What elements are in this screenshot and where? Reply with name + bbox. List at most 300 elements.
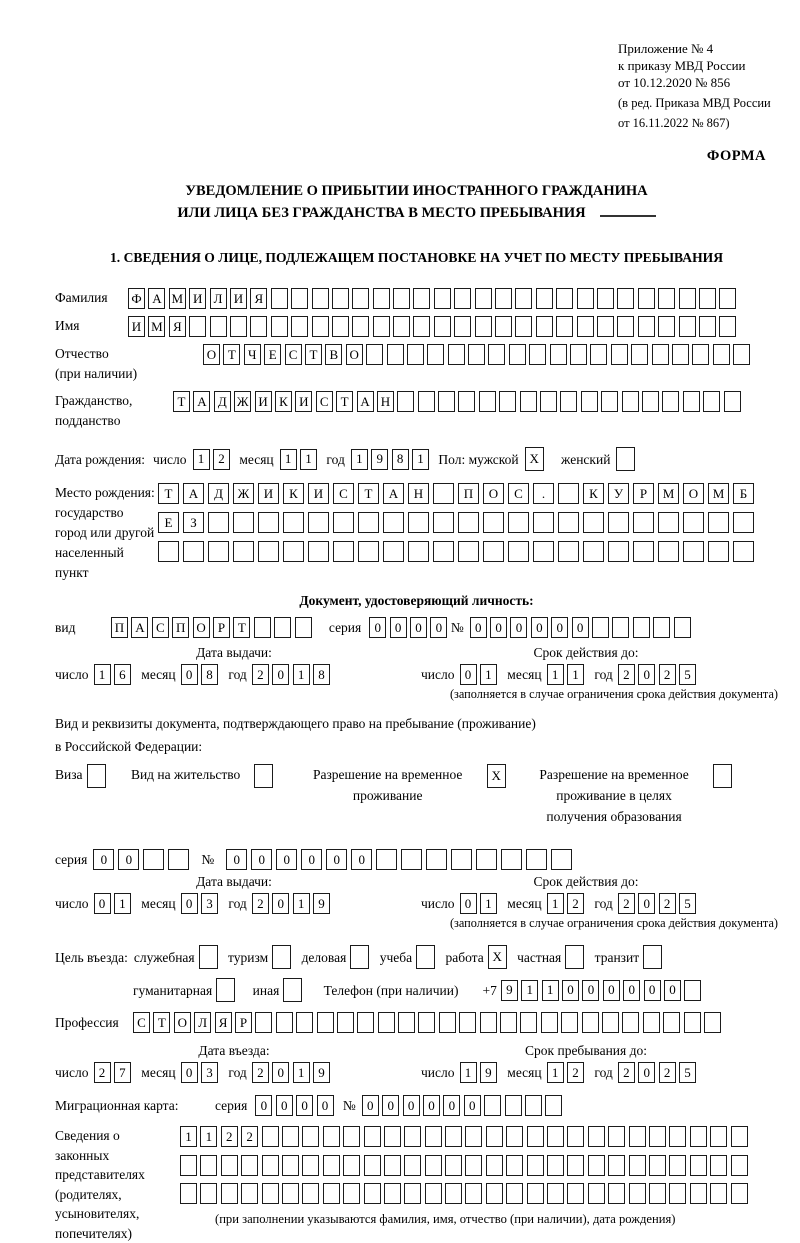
doc-kind-cell[interactable]: Т bbox=[233, 617, 250, 638]
purpose-transit-checkbox-cell[interactable] bbox=[643, 945, 662, 969]
surname-cell[interactable] bbox=[393, 288, 410, 309]
profession-cell[interactable] bbox=[296, 1012, 313, 1033]
representatives-cell[interactable] bbox=[200, 1183, 217, 1204]
residence-number-cell[interactable] bbox=[551, 849, 572, 870]
citizenship-cell[interactable] bbox=[479, 391, 496, 412]
doc-issue-day-cell[interactable]: 1 bbox=[94, 664, 111, 685]
surname-cell[interactable]: А bbox=[148, 288, 165, 309]
birthplace-cell[interactable]: С bbox=[333, 483, 354, 504]
surname-cell[interactable] bbox=[373, 288, 390, 309]
representatives-cell[interactable] bbox=[364, 1155, 381, 1176]
birth-month-cell[interactable]: 1 bbox=[280, 449, 297, 470]
firstname-cell[interactable] bbox=[597, 316, 614, 337]
patronymic-cell[interactable] bbox=[611, 344, 628, 365]
representatives-cell[interactable] bbox=[465, 1183, 482, 1204]
migration-number-cell[interactable] bbox=[545, 1095, 562, 1116]
profession-cell[interactable] bbox=[480, 1012, 497, 1033]
birthplace-cell[interactable] bbox=[608, 512, 629, 533]
phone-cell[interactable]: 9 bbox=[501, 980, 518, 1001]
residence-issue-year-cell[interactable]: 2 bbox=[252, 893, 269, 914]
representatives-cell[interactable] bbox=[588, 1155, 605, 1176]
representatives-cell[interactable] bbox=[302, 1183, 319, 1204]
birthplace-cell[interactable] bbox=[358, 512, 379, 533]
representatives-cell[interactable] bbox=[343, 1155, 360, 1176]
residence-number-cell[interactable] bbox=[476, 849, 497, 870]
birthplace-cell[interactable] bbox=[458, 512, 479, 533]
birthplace-cell[interactable] bbox=[483, 541, 504, 562]
birth-month-cell[interactable]: 1 bbox=[300, 449, 317, 470]
surname-cell[interactable] bbox=[291, 288, 308, 309]
doc-number-cell[interactable] bbox=[612, 617, 629, 638]
doc-series-cell[interactable]: 0 bbox=[390, 617, 407, 638]
birthplace-cell[interactable] bbox=[683, 512, 704, 533]
citizenship-cell[interactable] bbox=[520, 391, 537, 412]
firstname-cell[interactable] bbox=[577, 316, 594, 337]
citizenship-cell[interactable] bbox=[581, 391, 598, 412]
representatives-cell[interactable] bbox=[567, 1183, 584, 1204]
temp-residence-checkbox-cell[interactable]: X bbox=[487, 764, 506, 788]
doc-kind-cell[interactable]: О bbox=[193, 617, 210, 638]
representatives-cell[interactable] bbox=[547, 1126, 564, 1147]
birthplace-cell[interactable]: Т bbox=[158, 483, 179, 504]
birthplace-cell[interactable] bbox=[583, 541, 604, 562]
firstname-cell[interactable] bbox=[210, 316, 227, 337]
birthplace-cell[interactable] bbox=[633, 541, 654, 562]
firstname-cell[interactable] bbox=[515, 316, 532, 337]
surname-cell[interactable]: Я bbox=[250, 288, 267, 309]
profession-cell[interactable] bbox=[520, 1012, 537, 1033]
birthplace-cell[interactable] bbox=[333, 541, 354, 562]
representatives-cell[interactable] bbox=[364, 1183, 381, 1204]
surname-cell[interactable]: Ф bbox=[128, 288, 145, 309]
birthplace-cell[interactable]: М bbox=[708, 483, 729, 504]
residence-permit-checkbox-cell[interactable] bbox=[254, 764, 273, 788]
firstname-cell[interactable] bbox=[679, 316, 696, 337]
birthplace-cell[interactable]: П bbox=[458, 483, 479, 504]
surname-cell[interactable] bbox=[556, 288, 573, 309]
patronymic-cell[interactable] bbox=[692, 344, 709, 365]
migration-series-cell[interactable]: 0 bbox=[255, 1095, 272, 1116]
surname-cell[interactable]: И bbox=[230, 288, 247, 309]
stay-until-month-cell[interactable]: 2 bbox=[567, 1062, 584, 1083]
migration-number-cell[interactable]: 0 bbox=[382, 1095, 399, 1116]
residence-valid-year-cell[interactable]: 2 bbox=[659, 893, 676, 914]
entry-day-cell[interactable]: 7 bbox=[114, 1062, 131, 1083]
stay-until-year-cell[interactable]: 2 bbox=[618, 1062, 635, 1083]
birthplace-cell[interactable] bbox=[458, 541, 479, 562]
birthplace-cell[interactable] bbox=[558, 541, 579, 562]
birthplace-cell[interactable] bbox=[283, 541, 304, 562]
representatives-cell[interactable] bbox=[262, 1126, 279, 1147]
migration-number-cell[interactable] bbox=[525, 1095, 542, 1116]
doc-kind-cell[interactable] bbox=[295, 617, 312, 638]
birthplace-cell[interactable]: О bbox=[683, 483, 704, 504]
birthplace-cell[interactable]: Б bbox=[733, 483, 754, 504]
residence-valid-day-cell[interactable]: 0 bbox=[460, 893, 477, 914]
residence-issue-year-cell[interactable]: 0 bbox=[272, 893, 289, 914]
purpose-business-checkbox-cell[interactable] bbox=[350, 945, 369, 969]
citizenship-cell[interactable]: К bbox=[275, 391, 292, 412]
firstname-cell[interactable] bbox=[230, 316, 247, 337]
representatives-cell[interactable] bbox=[588, 1183, 605, 1204]
profession-cell[interactable] bbox=[684, 1012, 701, 1033]
migration-number-cell[interactable] bbox=[505, 1095, 522, 1116]
patronymic-cell[interactable]: Е bbox=[264, 344, 281, 365]
surname-cell[interactable] bbox=[577, 288, 594, 309]
migration-number-cell[interactable]: 0 bbox=[403, 1095, 420, 1116]
doc-issue-day-cell[interactable]: 6 bbox=[114, 664, 131, 685]
residence-valid-year-cell[interactable]: 2 bbox=[618, 893, 635, 914]
birthplace-cell[interactable]: А bbox=[383, 483, 404, 504]
birthplace-cell[interactable]: Р bbox=[633, 483, 654, 504]
patronymic-cell[interactable] bbox=[570, 344, 587, 365]
birthplace-cell[interactable]: У bbox=[608, 483, 629, 504]
doc-series-cell[interactable]: 0 bbox=[410, 617, 427, 638]
birthplace-cell[interactable]: З bbox=[183, 512, 204, 533]
doc-issue-month-cell[interactable]: 8 bbox=[201, 664, 218, 685]
patronymic-cell[interactable] bbox=[529, 344, 546, 365]
firstname-cell[interactable] bbox=[638, 316, 655, 337]
residence-issue-day-cell[interactable]: 0 bbox=[94, 893, 111, 914]
phone-cell[interactable]: 0 bbox=[562, 980, 579, 1001]
citizenship-cell[interactable]: Ж bbox=[234, 391, 251, 412]
profession-cell[interactable] bbox=[541, 1012, 558, 1033]
profession-cell[interactable] bbox=[418, 1012, 435, 1033]
firstname-cell[interactable] bbox=[658, 316, 675, 337]
firstname-cell[interactable] bbox=[434, 316, 451, 337]
representatives-cell[interactable] bbox=[384, 1155, 401, 1176]
birthplace-cell[interactable] bbox=[708, 512, 729, 533]
doc-valid-year-cell[interactable]: 5 bbox=[679, 664, 696, 685]
profession-cell[interactable] bbox=[643, 1012, 660, 1033]
residence-number-cell[interactable] bbox=[451, 849, 472, 870]
profession-cell[interactable] bbox=[622, 1012, 639, 1033]
purpose-study-checkbox-cell[interactable] bbox=[416, 945, 435, 969]
doc-valid-day-cell[interactable]: 1 bbox=[480, 664, 497, 685]
profession-cell[interactable] bbox=[439, 1012, 456, 1033]
profession-cell[interactable] bbox=[398, 1012, 415, 1033]
surname-cell[interactable] bbox=[699, 288, 716, 309]
representatives-cell[interactable] bbox=[282, 1126, 299, 1147]
surname-cell[interactable] bbox=[536, 288, 553, 309]
residence-series-cell[interactable] bbox=[143, 849, 164, 870]
birthplace-cell[interactable] bbox=[733, 512, 754, 533]
surname-cell[interactable] bbox=[495, 288, 512, 309]
birthplace-cell[interactable] bbox=[608, 541, 629, 562]
patronymic-cell[interactable] bbox=[713, 344, 730, 365]
citizenship-cell[interactable]: С bbox=[316, 391, 333, 412]
patronymic-cell[interactable] bbox=[672, 344, 689, 365]
firstname-cell[interactable] bbox=[189, 316, 206, 337]
birthplace-cell[interactable] bbox=[658, 541, 679, 562]
surname-cell[interactable] bbox=[515, 288, 532, 309]
surname-cell[interactable] bbox=[271, 288, 288, 309]
birthplace-cell[interactable] bbox=[183, 541, 204, 562]
representatives-cell[interactable] bbox=[343, 1126, 360, 1147]
doc-issue-year-cell[interactable]: 0 bbox=[272, 664, 289, 685]
surname-cell[interactable] bbox=[679, 288, 696, 309]
citizenship-cell[interactable] bbox=[724, 391, 741, 412]
citizenship-cell[interactable] bbox=[662, 391, 679, 412]
male-checkbox-cell[interactable]: X bbox=[525, 447, 544, 471]
firstname-cell[interactable]: М bbox=[148, 316, 165, 337]
representatives-cell[interactable] bbox=[282, 1183, 299, 1204]
firstname-cell[interactable] bbox=[291, 316, 308, 337]
representatives-cell[interactable] bbox=[221, 1155, 238, 1176]
representatives-cell[interactable] bbox=[486, 1155, 503, 1176]
representatives-cell[interactable] bbox=[425, 1126, 442, 1147]
firstname-cell[interactable] bbox=[495, 316, 512, 337]
firstname-cell[interactable] bbox=[454, 316, 471, 337]
representatives-cell[interactable]: 1 bbox=[180, 1126, 197, 1147]
birthplace-cell[interactable]: И bbox=[308, 483, 329, 504]
birthplace-cell[interactable] bbox=[383, 512, 404, 533]
representatives-cell[interactable] bbox=[323, 1183, 340, 1204]
residence-valid-day-cell[interactable]: 1 bbox=[480, 893, 497, 914]
representatives-cell[interactable] bbox=[425, 1155, 442, 1176]
doc-number-cell[interactable]: 0 bbox=[510, 617, 527, 638]
birthplace-cell[interactable] bbox=[533, 541, 554, 562]
birthplace-cell[interactable] bbox=[683, 541, 704, 562]
birthplace-cell[interactable] bbox=[508, 512, 529, 533]
citizenship-cell[interactable] bbox=[540, 391, 557, 412]
phone-cell[interactable]: 1 bbox=[542, 980, 559, 1001]
phone-cell[interactable]: 0 bbox=[603, 980, 620, 1001]
patronymic-cell[interactable] bbox=[550, 344, 567, 365]
patronymic-cell[interactable]: О bbox=[346, 344, 363, 365]
birthplace-cell[interactable]: Е bbox=[158, 512, 179, 533]
representatives-cell[interactable] bbox=[608, 1183, 625, 1204]
doc-kind-cell[interactable]: П bbox=[172, 617, 189, 638]
citizenship-cell[interactable]: Н bbox=[377, 391, 394, 412]
doc-valid-year-cell[interactable]: 0 bbox=[638, 664, 655, 685]
birthplace-cell[interactable]: Т bbox=[358, 483, 379, 504]
citizenship-cell[interactable] bbox=[642, 391, 659, 412]
birthplace-cell[interactable]: К bbox=[583, 483, 604, 504]
doc-series-cell[interactable]: 0 bbox=[430, 617, 447, 638]
representatives-cell[interactable] bbox=[241, 1183, 258, 1204]
representatives-cell[interactable]: 2 bbox=[241, 1126, 258, 1147]
representatives-cell[interactable] bbox=[588, 1126, 605, 1147]
phone-cell[interactable]: 0 bbox=[582, 980, 599, 1001]
representatives-cell[interactable] bbox=[567, 1155, 584, 1176]
surname-cell[interactable] bbox=[658, 288, 675, 309]
representatives-cell[interactable] bbox=[506, 1183, 523, 1204]
residence-number-cell[interactable]: 0 bbox=[226, 849, 247, 870]
birthplace-cell[interactable] bbox=[658, 512, 679, 533]
representatives-cell[interactable] bbox=[221, 1183, 238, 1204]
representatives-cell[interactable] bbox=[404, 1126, 421, 1147]
residence-number-cell[interactable]: 0 bbox=[326, 849, 347, 870]
patronymic-cell[interactable] bbox=[407, 344, 424, 365]
representatives-cell[interactable] bbox=[629, 1126, 646, 1147]
doc-kind-cell[interactable]: С bbox=[152, 617, 169, 638]
firstname-cell[interactable]: И bbox=[128, 316, 145, 337]
surname-cell[interactable] bbox=[352, 288, 369, 309]
birth-year-cell[interactable]: 9 bbox=[371, 449, 388, 470]
representatives-cell[interactable]: 1 bbox=[200, 1126, 217, 1147]
representatives-cell[interactable] bbox=[649, 1126, 666, 1147]
birth-year-cell[interactable]: 8 bbox=[392, 449, 409, 470]
surname-cell[interactable] bbox=[719, 288, 736, 309]
surname-cell[interactable] bbox=[597, 288, 614, 309]
profession-cell[interactable] bbox=[357, 1012, 374, 1033]
residence-number-cell[interactable] bbox=[526, 849, 547, 870]
surname-cell[interactable]: И bbox=[189, 288, 206, 309]
birthplace-cell[interactable] bbox=[583, 512, 604, 533]
birthplace-cell[interactable] bbox=[258, 512, 279, 533]
residence-number-cell[interactable]: 0 bbox=[301, 849, 322, 870]
representatives-cell[interactable] bbox=[180, 1183, 197, 1204]
birthplace-cell[interactable]: Ж bbox=[233, 483, 254, 504]
representatives-cell[interactable] bbox=[527, 1183, 544, 1204]
purpose-other-checkbox-cell[interactable] bbox=[283, 978, 302, 1002]
representatives-cell[interactable] bbox=[404, 1183, 421, 1204]
representatives-cell[interactable] bbox=[425, 1183, 442, 1204]
birthplace-cell[interactable] bbox=[433, 541, 454, 562]
patronymic-cell[interactable] bbox=[733, 344, 750, 365]
profession-cell[interactable] bbox=[255, 1012, 272, 1033]
birth-day-cell[interactable]: 1 bbox=[193, 449, 210, 470]
profession-cell[interactable]: О bbox=[174, 1012, 191, 1033]
representatives-cell[interactable] bbox=[567, 1126, 584, 1147]
birthplace-cell[interactable] bbox=[233, 512, 254, 533]
citizenship-cell[interactable] bbox=[418, 391, 435, 412]
migration-series-cell[interactable]: 0 bbox=[276, 1095, 293, 1116]
birthplace-cell[interactable]: Н bbox=[408, 483, 429, 504]
firstname-cell[interactable] bbox=[719, 316, 736, 337]
surname-cell[interactable] bbox=[434, 288, 451, 309]
firstname-cell[interactable] bbox=[413, 316, 430, 337]
citizenship-cell[interactable]: И bbox=[295, 391, 312, 412]
patronymic-cell[interactable]: О bbox=[203, 344, 220, 365]
birthplace-cell[interactable]: А bbox=[183, 483, 204, 504]
entry-day-cell[interactable]: 2 bbox=[94, 1062, 111, 1083]
birthplace-cell[interactable]: Д bbox=[208, 483, 229, 504]
residence-valid-year-cell[interactable]: 5 bbox=[679, 893, 696, 914]
birthplace-cell[interactable] bbox=[633, 512, 654, 533]
citizenship-cell[interactable] bbox=[397, 391, 414, 412]
representatives-cell[interactable] bbox=[323, 1155, 340, 1176]
patronymic-cell[interactable] bbox=[652, 344, 669, 365]
stay-until-year-cell[interactable]: 0 bbox=[638, 1062, 655, 1083]
doc-number-cell[interactable] bbox=[674, 617, 691, 638]
representatives-cell[interactable] bbox=[282, 1155, 299, 1176]
phone-cell[interactable]: 1 bbox=[521, 980, 538, 1001]
patronymic-cell[interactable] bbox=[509, 344, 526, 365]
birthplace-cell[interactable]: И bbox=[258, 483, 279, 504]
doc-valid-month-cell[interactable]: 1 bbox=[547, 664, 564, 685]
stay-until-year-cell[interactable]: 2 bbox=[659, 1062, 676, 1083]
representatives-cell[interactable] bbox=[731, 1126, 748, 1147]
surname-cell[interactable] bbox=[454, 288, 471, 309]
representatives-cell[interactable] bbox=[241, 1155, 258, 1176]
birthplace-cell[interactable] bbox=[433, 483, 454, 504]
representatives-cell[interactable]: 2 bbox=[221, 1126, 238, 1147]
patronymic-cell[interactable]: Т bbox=[305, 344, 322, 365]
residence-issue-year-cell[interactable]: 9 bbox=[313, 893, 330, 914]
purpose-official-checkbox-cell[interactable] bbox=[199, 945, 218, 969]
citizenship-cell[interactable]: Д bbox=[214, 391, 231, 412]
profession-cell[interactable] bbox=[561, 1012, 578, 1033]
doc-valid-month-cell[interactable]: 1 bbox=[567, 664, 584, 685]
purpose-private-checkbox-cell[interactable] bbox=[565, 945, 584, 969]
representatives-cell[interactable] bbox=[506, 1126, 523, 1147]
doc-number-cell[interactable]: 0 bbox=[490, 617, 507, 638]
representatives-cell[interactable] bbox=[710, 1126, 727, 1147]
entry-month-cell[interactable]: 3 bbox=[201, 1062, 218, 1083]
citizenship-cell[interactable] bbox=[703, 391, 720, 412]
stay-until-year-cell[interactable]: 5 bbox=[679, 1062, 696, 1083]
doc-number-cell[interactable]: 0 bbox=[470, 617, 487, 638]
citizenship-cell[interactable] bbox=[560, 391, 577, 412]
residence-issue-day-cell[interactable]: 1 bbox=[114, 893, 131, 914]
representatives-cell[interactable] bbox=[262, 1155, 279, 1176]
representatives-cell[interactable] bbox=[710, 1155, 727, 1176]
residence-number-cell[interactable] bbox=[426, 849, 447, 870]
patronymic-cell[interactable]: Ч bbox=[244, 344, 261, 365]
doc-valid-year-cell[interactable]: 2 bbox=[618, 664, 635, 685]
firstname-cell[interactable] bbox=[393, 316, 410, 337]
representatives-cell[interactable] bbox=[343, 1183, 360, 1204]
representatives-cell[interactable] bbox=[180, 1155, 197, 1176]
representatives-cell[interactable] bbox=[608, 1126, 625, 1147]
representatives-cell[interactable] bbox=[486, 1183, 503, 1204]
birthplace-cell[interactable] bbox=[558, 512, 579, 533]
doc-issue-year-cell[interactable]: 2 bbox=[252, 664, 269, 685]
patronymic-cell[interactable] bbox=[387, 344, 404, 365]
citizenship-cell[interactable] bbox=[601, 391, 618, 412]
representatives-cell[interactable] bbox=[629, 1155, 646, 1176]
birthplace-cell[interactable] bbox=[258, 541, 279, 562]
doc-kind-cell[interactable] bbox=[274, 617, 291, 638]
representatives-cell[interactable] bbox=[710, 1183, 727, 1204]
profession-cell[interactable] bbox=[602, 1012, 619, 1033]
doc-number-cell[interactable] bbox=[592, 617, 609, 638]
representatives-cell[interactable] bbox=[547, 1183, 564, 1204]
doc-number-cell[interactable]: 0 bbox=[572, 617, 589, 638]
profession-cell[interactable] bbox=[582, 1012, 599, 1033]
representatives-cell[interactable] bbox=[669, 1126, 686, 1147]
birthplace-cell[interactable] bbox=[733, 541, 754, 562]
birthplace-cell[interactable] bbox=[383, 541, 404, 562]
birthplace-cell[interactable] bbox=[558, 483, 579, 504]
stay-until-month-cell[interactable]: 1 bbox=[547, 1062, 564, 1083]
representatives-cell[interactable] bbox=[364, 1126, 381, 1147]
stay-until-day-cell[interactable]: 9 bbox=[480, 1062, 497, 1083]
representatives-cell[interactable] bbox=[262, 1183, 279, 1204]
residence-number-cell[interactable] bbox=[501, 849, 522, 870]
migration-number-cell[interactable] bbox=[484, 1095, 501, 1116]
birthplace-cell[interactable] bbox=[483, 512, 504, 533]
firstname-cell[interactable] bbox=[617, 316, 634, 337]
citizenship-cell[interactable] bbox=[622, 391, 639, 412]
representatives-cell[interactable] bbox=[547, 1155, 564, 1176]
stay-until-day-cell[interactable]: 1 bbox=[460, 1062, 477, 1083]
surname-cell[interactable] bbox=[413, 288, 430, 309]
firstname-cell[interactable] bbox=[352, 316, 369, 337]
citizenship-cell[interactable]: И bbox=[255, 391, 272, 412]
surname-cell[interactable] bbox=[617, 288, 634, 309]
citizenship-cell[interactable]: А bbox=[357, 391, 374, 412]
birthplace-cell[interactable] bbox=[408, 541, 429, 562]
patronymic-cell[interactable]: С bbox=[285, 344, 302, 365]
representatives-cell[interactable] bbox=[669, 1183, 686, 1204]
representatives-cell[interactable] bbox=[465, 1155, 482, 1176]
profession-cell[interactable] bbox=[704, 1012, 721, 1033]
doc-kind-cell[interactable]: Р bbox=[213, 617, 230, 638]
firstname-cell[interactable] bbox=[536, 316, 553, 337]
